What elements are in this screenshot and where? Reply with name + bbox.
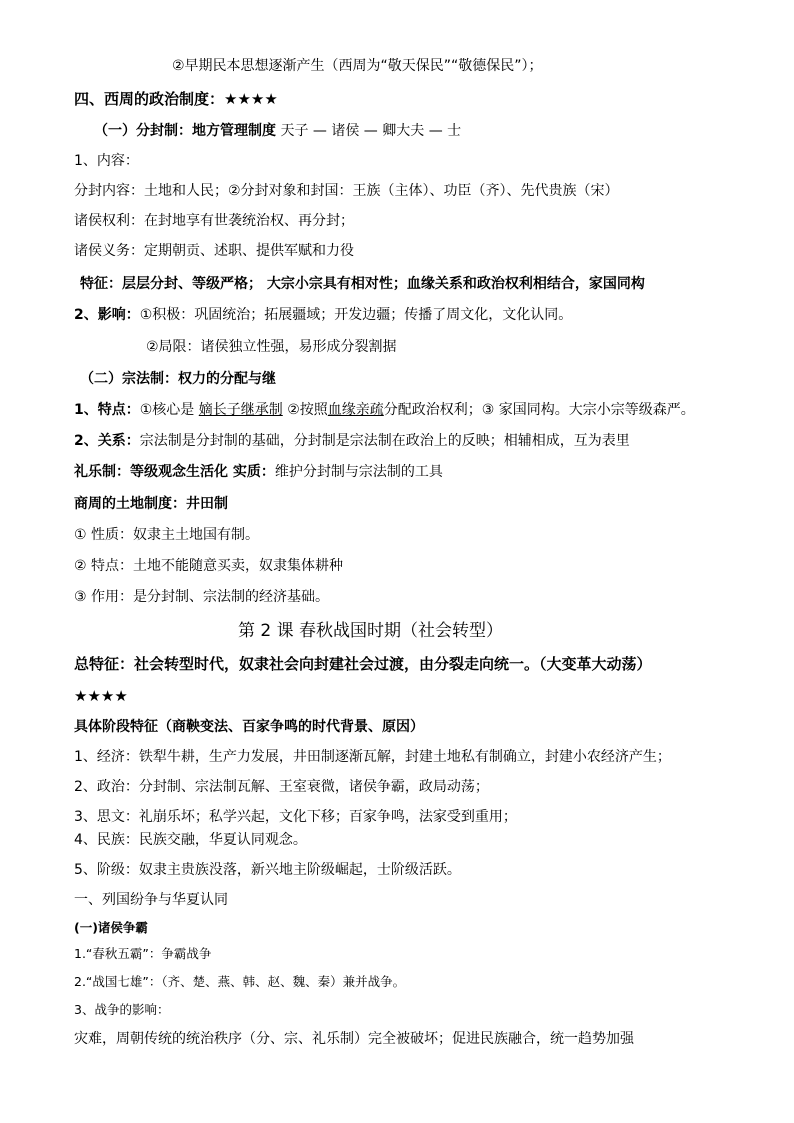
text-line: ②早期民本思想逐渐产生（西周为“敬天保民”“敬德保民”）； (172, 58, 543, 74)
label: 礼乐制：等级观念生活化 (74, 464, 228, 480)
value: 宗法制是分封制的基础，分封制是宗法制在政治上的反映；相辅相成，互为表里 (139, 433, 630, 449)
section-heading: 四、西周的政治制度：★★★★ (74, 90, 278, 108)
value: 维护分封制与宗法制的工具 (274, 464, 443, 480)
list-item: 3、战争的影响： (74, 1002, 170, 1017)
stars-rating: ★★★★ (74, 687, 128, 705)
text-line: ②局限：诸侯独立性强，易形成分裂割据 (146, 339, 397, 355)
hierarchy-text: 天子 — 诸侯 — 卿大夫 — 士 (276, 123, 462, 139)
text-line: 1、内容： (74, 153, 139, 169)
text-span: 分配政治权利；③ 家国同构。大宗小宗等级森严。 (383, 402, 695, 418)
list-item: 2、政治：分封制、宗法制瓦解、王室衰微，诸侯争霸，政局动荡； (74, 779, 489, 795)
lesson-title: 第 2 课 春秋战国时期（社会转型） (238, 621, 504, 641)
label: 2、影响： (74, 307, 140, 323)
section-heading: 一、列国纷争与华夏认同 (74, 892, 228, 908)
list-item: 4、民族：民族交融，华夏认同观念。 (74, 832, 307, 848)
label: 1、特点： (74, 402, 140, 418)
list-item: 2.“战国七雄”：（齐、楚、燕、韩、赵、魏、秦）兼并战争。 (74, 974, 406, 989)
value: ①积极：巩固统治；拓展疆域；开发边疆；传播了周文化，文化认同。 (139, 307, 573, 323)
list-item: ① 性质：奴隶主土地国有制。 (74, 527, 260, 543)
text-line (74, 431, 630, 451)
list-item: 3、思文：礼崩乐坏；私学兴起，文化下移；百家争鸣，法家受到重用； (74, 809, 517, 825)
underlined-term: 嫡长子继承制 (198, 402, 283, 418)
subsection-heading (94, 121, 461, 141)
subsection-heading: (一)诸侯争霸 (74, 920, 148, 935)
text-line: 分封内容：土地和人民；②分封对象和封国：王族（主体）、功臣（齐）、先代贵族（宋） (74, 183, 619, 199)
text-line (74, 462, 443, 482)
text-line (74, 305, 572, 325)
subsection-title: （一）分封制：地方管理制度 (94, 123, 276, 139)
label: 2、关系： (74, 433, 140, 449)
list-item: ③ 作用：是分封制、宗法制的经济基础。 (74, 589, 329, 605)
text-line: 灾难，周朝传统的统治秩序（分、宗、礼乐制）完全被破坏；促进民族融合，统一趋势加强 (74, 1031, 634, 1047)
text-line: 具体阶段特征（商鞅变法、百家争鸣的时代背景、原因） (74, 719, 424, 735)
subsection-heading: （二）宗法制：权力的分配与继 (80, 371, 276, 387)
text-line: 总特征：社会转型时代，奴隶社会向封建社会过渡，由分裂走向统一。（大变革大动荡） (74, 655, 652, 673)
text-line: 诸侯权利：在封地享有世袭统治权、再分封； (74, 213, 354, 229)
text-line (74, 400, 695, 420)
text-span: ①核心是 (139, 402, 199, 418)
text-line: 特征：层层分封、等级严格； 大宗小宗具有相对性；血缘关系和政治权利相结合，家国同构 (80, 276, 645, 292)
underlined-term: 血缘亲疏 (327, 402, 384, 418)
list-item: ② 特点：土地不能随意买卖，奴隶集体耕种 (74, 558, 343, 574)
list-item: 5、阶级：奴隶主贵族没落，新兴地主阶级崛起，士阶级活跃。 (74, 862, 461, 878)
text-line: 商周的土地制度：井田制 (74, 496, 228, 512)
text-span: ②按照 (282, 402, 328, 418)
list-item: 1.“春秋五霸”：争霸战争 (74, 946, 212, 961)
list-item: 1、经济：铁犁牛耕，生产力发展，井田制逐渐瓦解，封建土地私有制确立，封建小农经济产生； (74, 749, 671, 765)
label: 实质： (228, 464, 275, 480)
text-line: 诸侯义务：定期朝贡、述职、提供军赋和力役 (74, 243, 354, 259)
